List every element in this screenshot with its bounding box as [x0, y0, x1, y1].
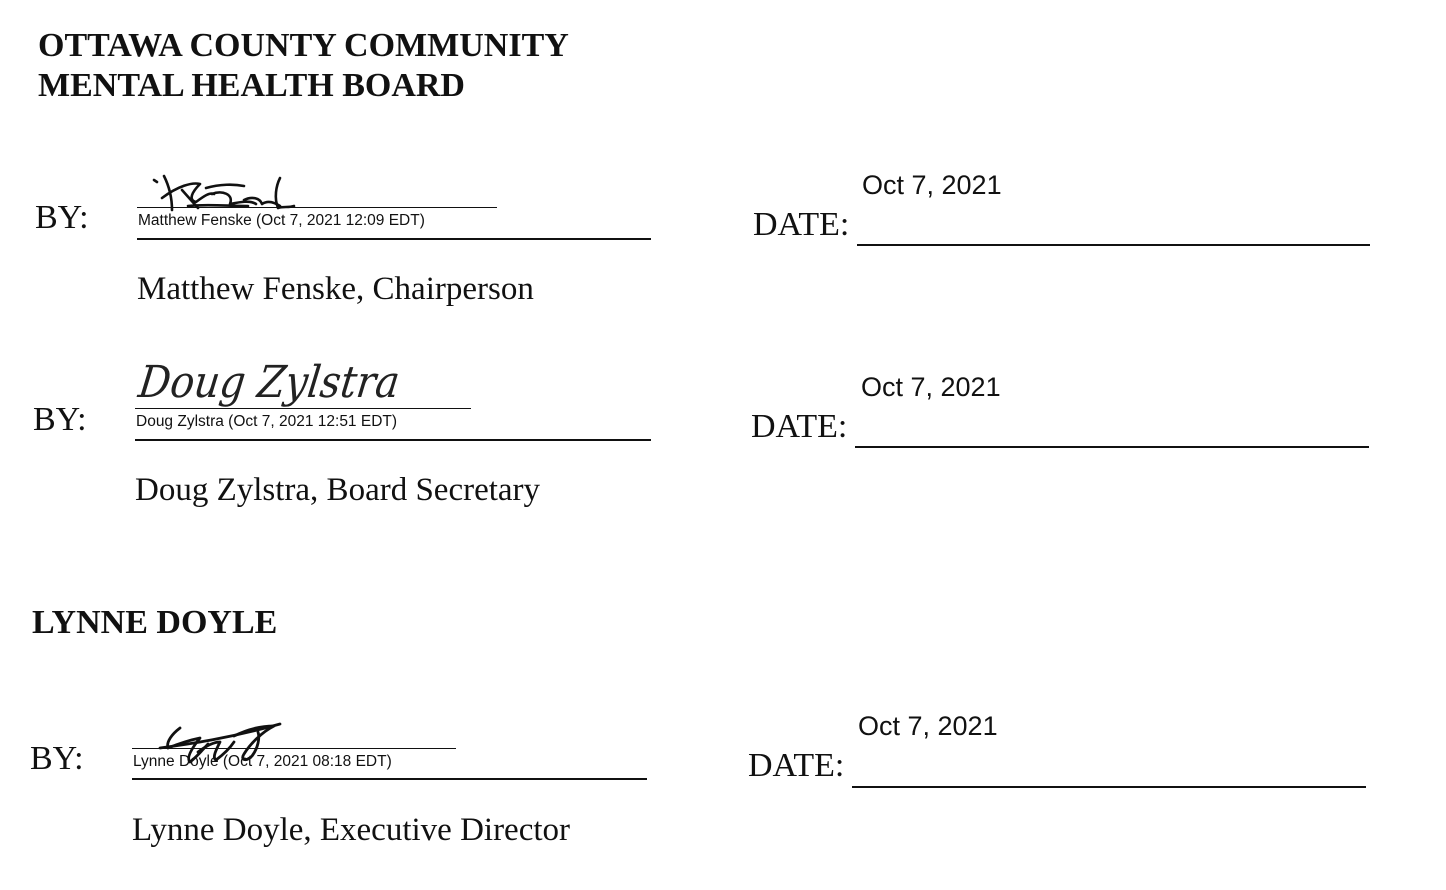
date-line — [852, 786, 1366, 788]
signature-underline — [135, 408, 471, 409]
handwritten-signature-fenske — [148, 170, 298, 218]
signature-underline — [137, 207, 497, 208]
signature-line — [132, 778, 647, 780]
organization-title-line-2: MENTAL HEALTH BOARD — [38, 67, 465, 104]
signer-name-title: Lynne Doyle, Executive Director — [132, 812, 571, 848]
date-label: DATE: — [748, 747, 845, 784]
organization-title — [38, 26, 569, 106]
date-line — [857, 244, 1370, 246]
date-line — [855, 446, 1369, 448]
signature-date-value: Oct 7, 2021 — [862, 170, 1002, 200]
by-label: BY: — [33, 401, 87, 438]
signature-date-value: Oct 7, 2021 — [858, 711, 998, 741]
date-label: DATE: — [753, 206, 850, 243]
by-label: BY: — [35, 199, 89, 236]
signature-underline — [132, 748, 456, 749]
e-signature-stamp: Matthew Fenske (Oct 7, 2021 12:09 EDT) — [138, 212, 425, 229]
signature-date-value: Oct 7, 2021 — [861, 372, 1001, 402]
e-signature-stamp: Doug Zylstra (Oct 7, 2021 12:51 EDT) — [136, 413, 398, 430]
signature-line — [135, 439, 651, 441]
organization-title-line-1: OTTAWA COUNTY COMMUNITY — [38, 27, 569, 64]
signer-name-title: Matthew Fenske, Chairperson — [137, 271, 534, 307]
signer-name-title: Doug Zylstra, Board Secretary — [135, 472, 541, 508]
by-label: BY: — [30, 740, 84, 777]
e-signature-stamp: Lynne Doyle (Oct 7, 2021 08:18 EDT) — [133, 753, 392, 770]
date-label: DATE: — [751, 408, 848, 445]
second-party-title: LYNNE DOYLE — [32, 604, 278, 641]
signature-line — [137, 238, 651, 240]
handwritten-signature-zylstra: Doug Zylstra — [135, 357, 403, 408]
